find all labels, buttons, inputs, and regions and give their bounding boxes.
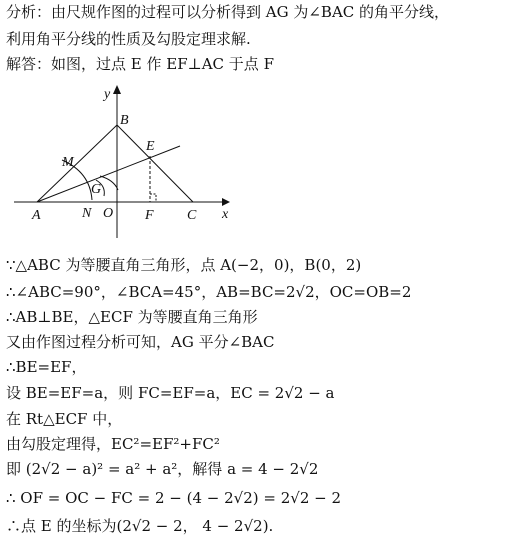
solution-line-8: 由勾股定理得，EC²=EF²+FC² [6, 435, 220, 453]
solution-line-2: ∴∠ABC=90°，∠BCA=45°，AB=BC=2√2，OC=OB=2 [6, 283, 412, 301]
construction-arc-G2 [100, 176, 118, 190]
answer-intro-line: 解答：如图，过点 E 作 EF⊥AC 于点 F [6, 55, 274, 73]
label-M: M [62, 155, 74, 170]
label-y-axis: y [104, 87, 111, 102]
label-x-axis: x [222, 207, 229, 222]
analysis-line-1: 分析：由尺规作图的过程可以分析得到 AG 为∠BAC 的角平分线， [6, 3, 450, 21]
solution-line-4: 又由作图过程分析可知，AG 平分∠BAC [6, 333, 275, 351]
x-axis-arrow [222, 198, 230, 206]
segment-BC [117, 125, 193, 202]
solution-line-10: ∴ OF = OC − FC = 2 − (4 − 2√2) = 2√2 − 2 [6, 489, 342, 507]
analysis-line-2: 利用角平分线的性质及勾股定理求解. [6, 30, 251, 48]
geometry-figure [10, 82, 240, 242]
label-A: A [32, 208, 41, 223]
solution-line-3: ∴AB⊥BE，△ECF 为等腰直角三角形 [6, 308, 258, 326]
label-F: F [145, 208, 154, 223]
label-N: N [82, 206, 92, 221]
right-angle-mark [150, 194, 156, 202]
angle-bisector-AG [37, 146, 180, 202]
solution-line-1: ∵△ABC 为等腰直角三角形，点 A(−2，0)，B(0，2) [6, 256, 362, 274]
label-C: C [187, 208, 197, 223]
label-E: E [146, 139, 155, 154]
solution-line-5: ∴BE=EF， [6, 358, 87, 376]
label-G: G [91, 182, 102, 197]
solution-line-7: 在 Rt△ECF 中， [6, 410, 123, 428]
segment-AB [37, 125, 117, 202]
y-axis-arrow [113, 85, 121, 94]
label-O: O [103, 206, 114, 221]
solution-line-6: 设 BE=EF=a，则 FC=EF=a，EC = 2√2 − a [6, 384, 335, 402]
solution-line-11: ∴点 E 的坐标为(2√2 − 2， 4 − 2√2). [6, 517, 274, 535]
label-B: B [120, 113, 129, 128]
solution-line-9: 即 (2√2 − a)² = a² + a²，解得 a = 4 − 2√2 [6, 460, 319, 478]
